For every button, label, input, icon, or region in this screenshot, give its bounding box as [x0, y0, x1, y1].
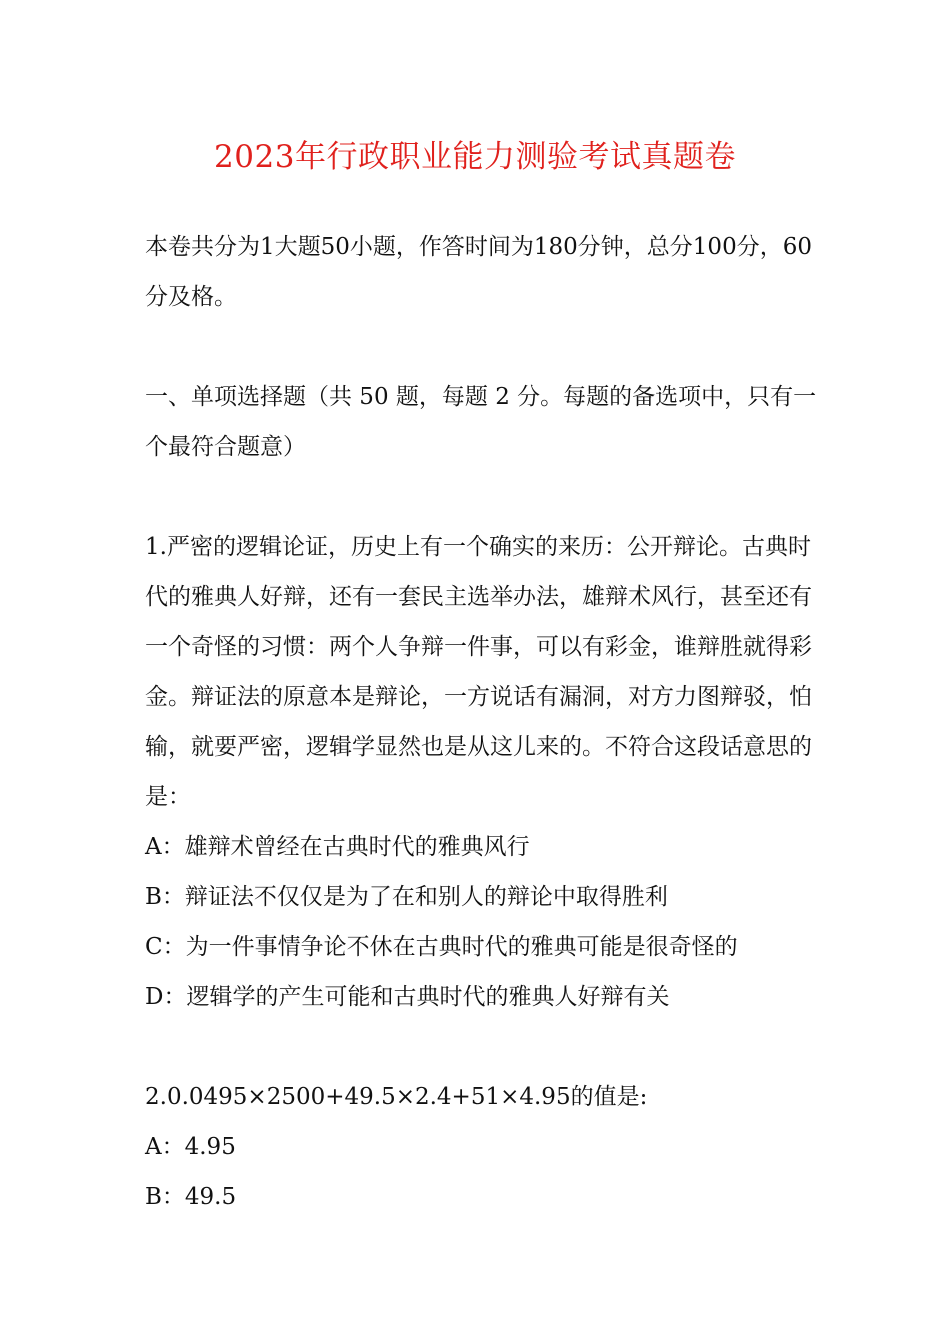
spacer — [145, 472, 825, 522]
option-d: D：逻辑学的产生可能和古典时代的雅典人好辩有关 — [145, 984, 670, 1010]
document-body — [145, 222, 825, 1222]
option-a: A：雄辩术曾经在古典时代的雅典风行 — [145, 834, 530, 860]
section-heading: 一、单项选择题（共 50 题，每题 2 分。每题的备选项中，只有一个最符合题意） — [145, 384, 817, 460]
option-b: B：49.5 — [145, 1184, 237, 1210]
spacer — [145, 1022, 825, 1072]
document-title: 2023年行政职业能力测验考试真题卷 — [214, 139, 736, 175]
question-stem: 1.严密的逻辑论证，历史上有一个确实的来历：公开辩论。古典时代的雅典人好辩，还有一套民主选举办法，雄辩术风行，甚至还有一个奇怪的习惯：两个人争辩一件事，可以有彩金，谁辩胜就得彩金。辩证法的原意本是辩论，一方说话有漏洞，对方力图辩驳，怕输，就要严密，逻辑学显然也是从这儿来的。不符合这段话意思的是： — [145, 534, 812, 810]
option-c: C：为一件事情争论不休在古典时代的雅典可能是很奇怪的 — [145, 934, 738, 960]
question-1 — [145, 522, 825, 1022]
option-b: B：辩证法不仅仅是为了在和别人的辩论中取得胜利 — [145, 884, 668, 910]
intro-paragraph: 本卷共分为1大题50小题，作答时间为180分钟，总分100分，60分及格。 — [145, 234, 812, 310]
question-2 — [145, 1072, 825, 1222]
option-a: A：4.95 — [145, 1134, 236, 1160]
spacer — [145, 322, 825, 372]
question-stem: 2.0.0495×2500+49.5×2.4+51×4.95的值是: — [145, 1084, 648, 1110]
